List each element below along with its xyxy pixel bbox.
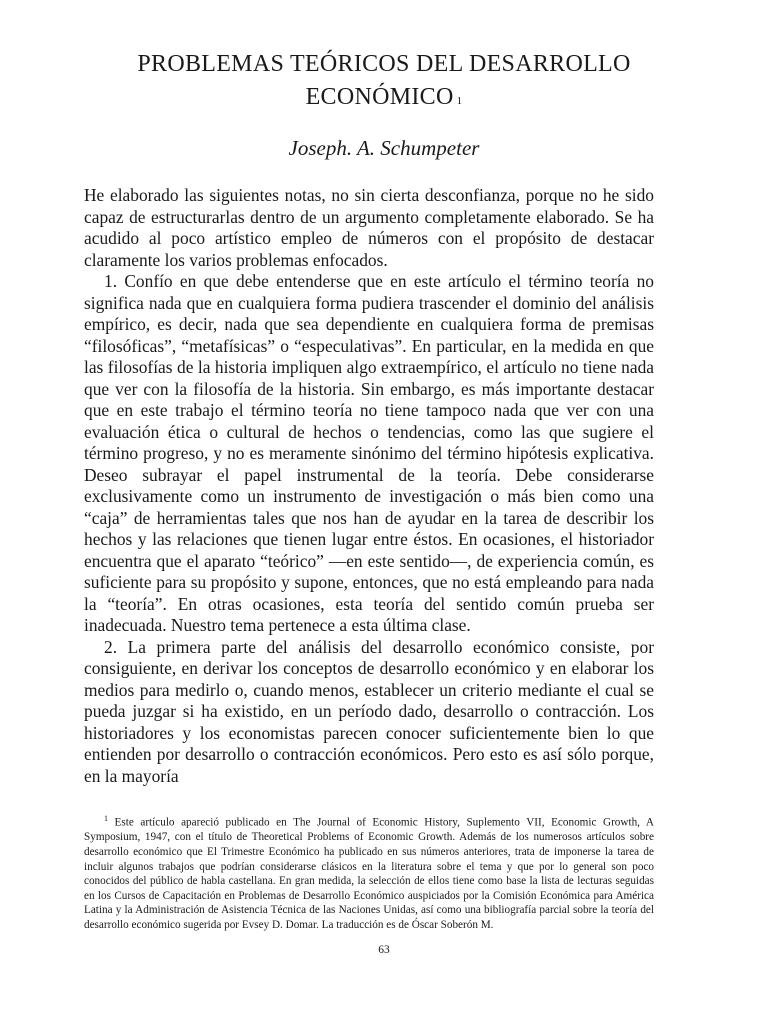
page-number: 63	[378, 944, 390, 956]
footnote-marker: 1	[104, 814, 108, 823]
title-footnote-marker: 1	[456, 95, 463, 107]
section-2-paragraph: 2. La primera parte del análisis del desarrollo económico consiste, por consiguiente, en derivar los conceptos de desarrollo económico y en elaborar los medios para medirlo o, cuando menos, establecer un criterio mediante el cual se pueda juzgar si ha existido, en un período dado, desarrollo o contracción. Los historiadores y los economistas parecen conocer suficientemente bien lo que entienden por desarrollo o contracción económicos. Pero esto es así sólo porque, en la mayoría	[84, 636, 654, 786]
article-body	[84, 185, 654, 787]
section-1-paragraph: 1. Confío en que debe entenderse que en este artículo el término teoría no significa nada que en cualquiera forma pudiera trascender el dominio del análisis empírico, es decir, nada que sea dependiente en cualquiera forma de premisas “filosóficas”, “metafísicas” o “especulativas”. En particular, en la medida en que las filosofías de la historia impliquen algo extraempírico, el artículo no tiene nada que ver con la filosofía de la historia. Sin embargo, es más importante destacar que en este trabajo el término teoría no tiene tampoco nada que ver con una evaluación ética o cultural de hechos o tendencias, como las que sugiere el término progreso, y no es meramente sinónimo del término hipótesis explicativa. Deseo subrayar el papel instrumental de la teoría. Debe considerarse exclusivamente como un instrumento de investigación o más bien como una “caja” de herramientas tales que nos han de ayudar en la tarea de describir los hechos y las relaciones que tienen lugar entre éstos. En ocasiones, el historiador encuentra que el aparato “teórico” —en este sentido—, de experiencia común, es suficiente para su propósito y supone, entonces, que no está empleando para nada la “teoría”. En otras ocasiones, esta teoría del sentido común prueba ser inadecuada. Nuestro tema pertenece a esta última clase.	[84, 271, 654, 635]
title-line-1: PROBLEMAS TEÓRICOS DEL DESARROLLO	[137, 51, 631, 77]
footnote	[84, 812, 654, 932]
footnote-text: Este artículo apareció publicado en The Journal of Economic History, Suplemento VII, Economic Growth, A Symposium, 1947, con el título de Theoretical Problems of Economic Growth. Además de los numerosos artículos sobre desarrollo económico que El Trimestre Económico ha publicado en sus números anteriores, trata de imponerse la tarea de incluir algunos trabajos que podrían considerarse clásicos en la literatura sobre el tema y que por lo general son poco conocidos del público de habla castellana. En gran medida, la selección de ellos tiene como base la lista de lecturas seguidas en los Cursos de Capacitación en Problemas de Desarrollo Económico auspiciados por la Comisión Económica para América Latina y la Administración de Asistencia Técnica de las Naciones Unidas, así como una bibliografía parcial sobre la teoría del desarrollo económico sugerida por Evsey D. Domar. La traducción es de Óscar Soberón M.	[84, 816, 654, 931]
title-line-2	[60, 81, 708, 114]
footnote-paragraph	[84, 812, 654, 932]
article-title	[60, 48, 708, 114]
author-name: Joseph. A. Schumpeter	[288, 136, 480, 160]
intro-paragraph: He elaborado las siguientes notas, no sin cierta desconfianza, porque no he sido capaz de estructurarlas dentro de un argumento completamente elaborado. Se ha acudido al poco artístico empleo de números con el propósito de destacar claramente los varios problemas enfocados.	[84, 185, 654, 270]
title-line-2-text: ECONÓMICO	[305, 84, 454, 110]
